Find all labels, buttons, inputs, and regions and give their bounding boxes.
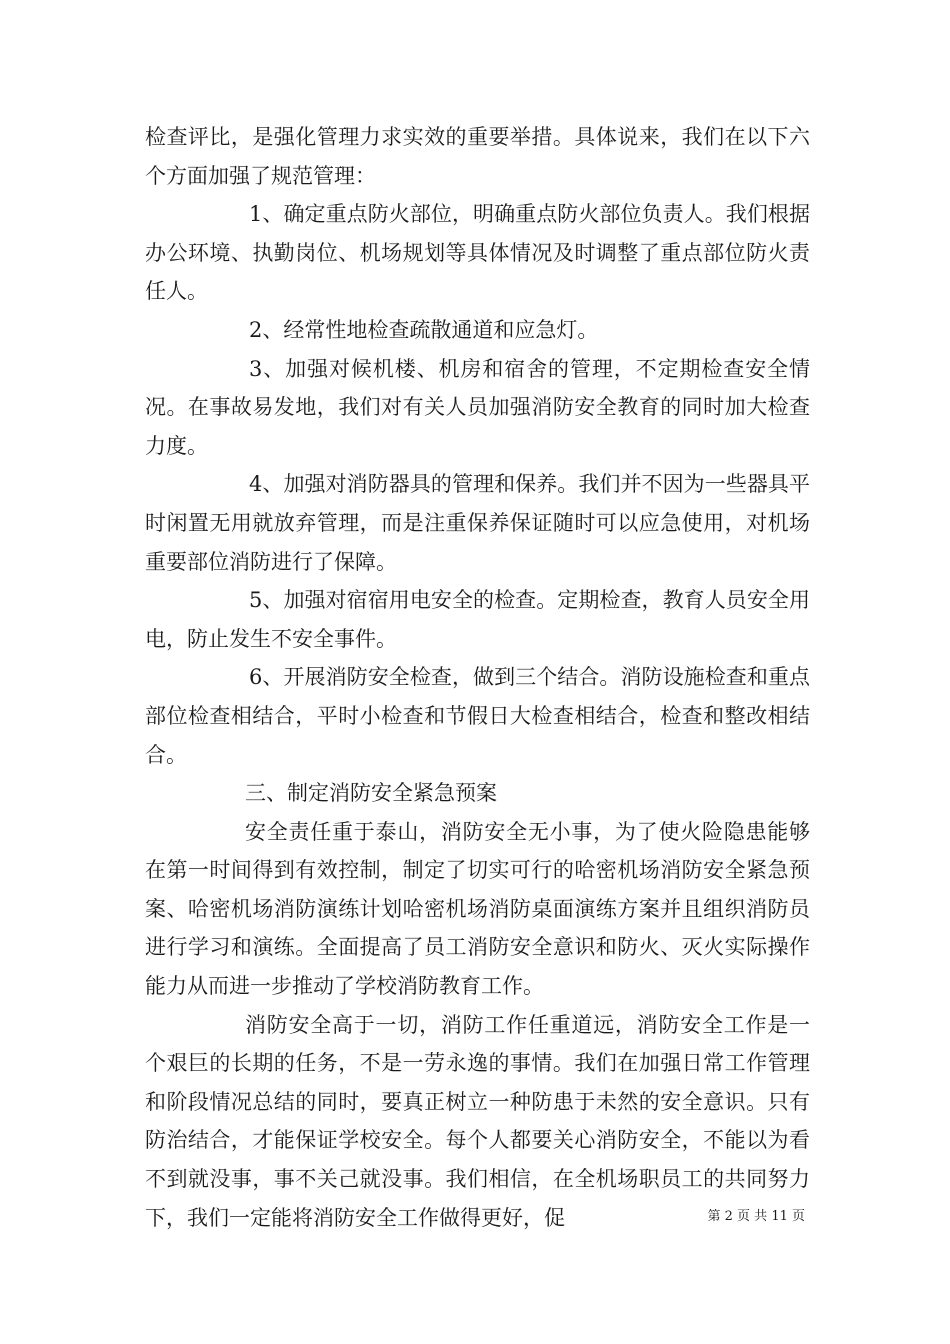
section-heading: 三、制定消防安全紧急预案 [245,781,497,806]
paragraph-intro: 检查评比，是强化管理力求实效的重要举措。具体说来，我们在以下六个方面加强了规范管理： [145,125,810,188]
paragraph-item-6: 6、开展消防安全检查，做到三个结合。消防设施检查和重点部位检查相结合，平时小检查和节假日大检查相结合，检查和整改相结合。 [145,665,810,767]
paragraph-emergency-plan: 安全责任重于泰山，消防安全无小事，为了使火险隐患能够在第一时间得到有效控制，制定了切实可行的哈密机场消防安全紧急预案、哈密机场消防演练计划哈密机场消防桌面演练方案并且组织消防员进行学习和演练。全面提高了员工消防安全意识和防火、灭火实际操作能力从而进一步推动了学校消防教育工作。 [145,819,810,999]
paragraph-item-3: 3、加强对候机楼、机房和宿舍的管理，不定期检查安全情况。在事故易发地，我们对有关人员加强消防安全教育的同时加大检查力度。 [145,356,810,458]
paragraph-item-4: 4、加强对消防器具的管理和保养。我们并不因为一些器具平时闲置无用就放弃管理，而是注重保养保证随时可以应急使用，对机场重要部位消防进行了保障。 [145,472,810,574]
paragraph-item-1: 1、确定重点防火部位，明确重点防火部位负责人。我们根据办公环境、执勤岗位、机场规划等具体情况及时调整了重点部位防火责任人。 [145,202,810,304]
paragraph-conclusion: 消防安全高于一切，消防工作任重道远，消防安全工作是一个艰巨的长期的任务，不是一劳永逸的事情。我们在加强日常工作管理和阶段情况总结的同时，要真正树立一种防患于未然的安全意识。只有防治结合，才能保证学校安全。每个人都要关心消防安全，不能以为看不到就没事，事不关己就没事。我们相信，在全机场职员工的共同努力下，我们一定能将消防安全工作做得更好，促 [145,1012,810,1230]
body-text [145,118,810,1237]
page-number: 第 2 页 共 11 页 [707,1209,805,1224]
paragraph-item-2: 2、经常性地检查疏散通道和应急灯。 [249,317,599,342]
paragraph-item-5: 5、加强对宿宿用电安全的检查。定期检查，教育人员安全用电，防止发生不安全事件。 [145,588,810,651]
